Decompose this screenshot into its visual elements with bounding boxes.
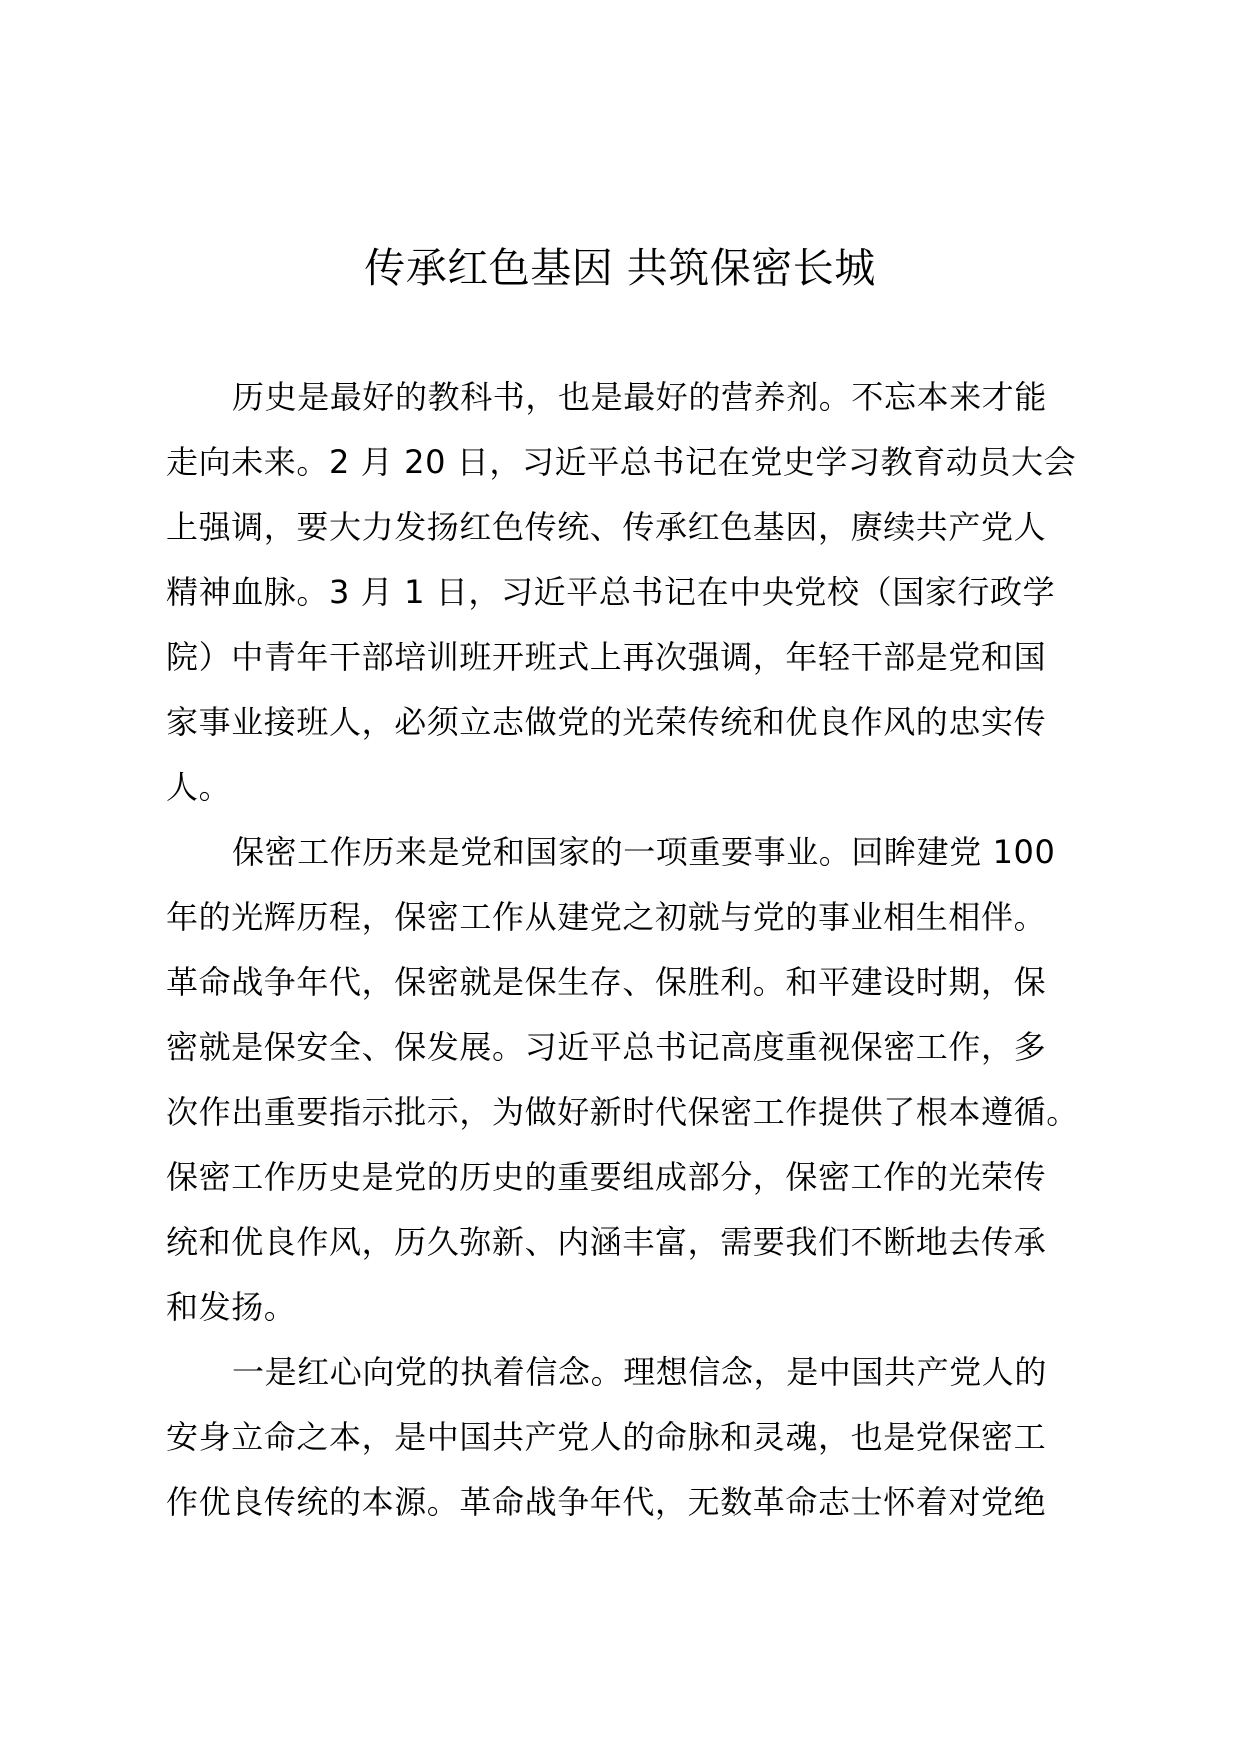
paragraph-line: 革命战争年代，保密就是保生存、保胜利。和平建设时期，保 [166,963,1047,1001]
paragraph-line: 年的光辉历程，保密工作从建党之初就与党的事业相生相伴。 [166,898,1047,936]
paragraph-line: 密就是保安全、保发展。习近平总书记高度重视保密工作，多 [166,1028,1047,1066]
paragraph-line: 一是红心向党的执着信念。理想信念，是中国共产党人的 [232,1353,1048,1391]
paragraph-line: 和发扬。 [166,1288,297,1326]
paragraph-line: 作优良传统的本源。革命战争年代，无数革命志士怀着对党绝 [166,1483,1047,1521]
paragraph-line: 上强调，要大力发扬红色传统、传承红色基因，赓续共产党人 [166,508,1047,546]
paragraph-line: 保密工作历来是党和国家的一项重要事业。回眸建党 100 [232,833,1056,871]
paragraph-line: 历史是最好的教科书，也是最好的营养剂。不忘本来才能 [232,378,1048,416]
paragraph-line: 家事业接班人，必须立志做党的光荣传统和优良作风的忠实传 [166,703,1047,741]
paragraph-line: 次作出重要指示批示，为做好新时代保密工作提供了根本遵循。 [166,1093,1079,1131]
paragraph-line: 统和优良作风，历久弥新、内涵丰富，需要我们不断地去传承 [166,1223,1047,1261]
paragraph-line: 保密工作历史是党的历史的重要组成部分，保密工作的光荣传 [166,1158,1047,1196]
paragraph-line: 走向未来。2 月 20 日，习近平总书记在党史学习教育动员大会 [166,443,1077,481]
paragraph-line: 院）中青年干部培训班开班式上再次强调，年轻干部是党和国 [166,638,1047,676]
paragraph-line: 人。 [166,768,232,806]
paragraph-line: 安身立命之本，是中国共产党人的命脉和灵魂，也是党保密工 [166,1418,1047,1456]
document-title: 传承红色基因 共筑保密长城 [364,244,876,292]
paragraph-line: 精神血脉。3 月 1 日，习近平总书记在中央党校（国家行政学 [166,573,1056,611]
document-body [166,365,1086,1535]
